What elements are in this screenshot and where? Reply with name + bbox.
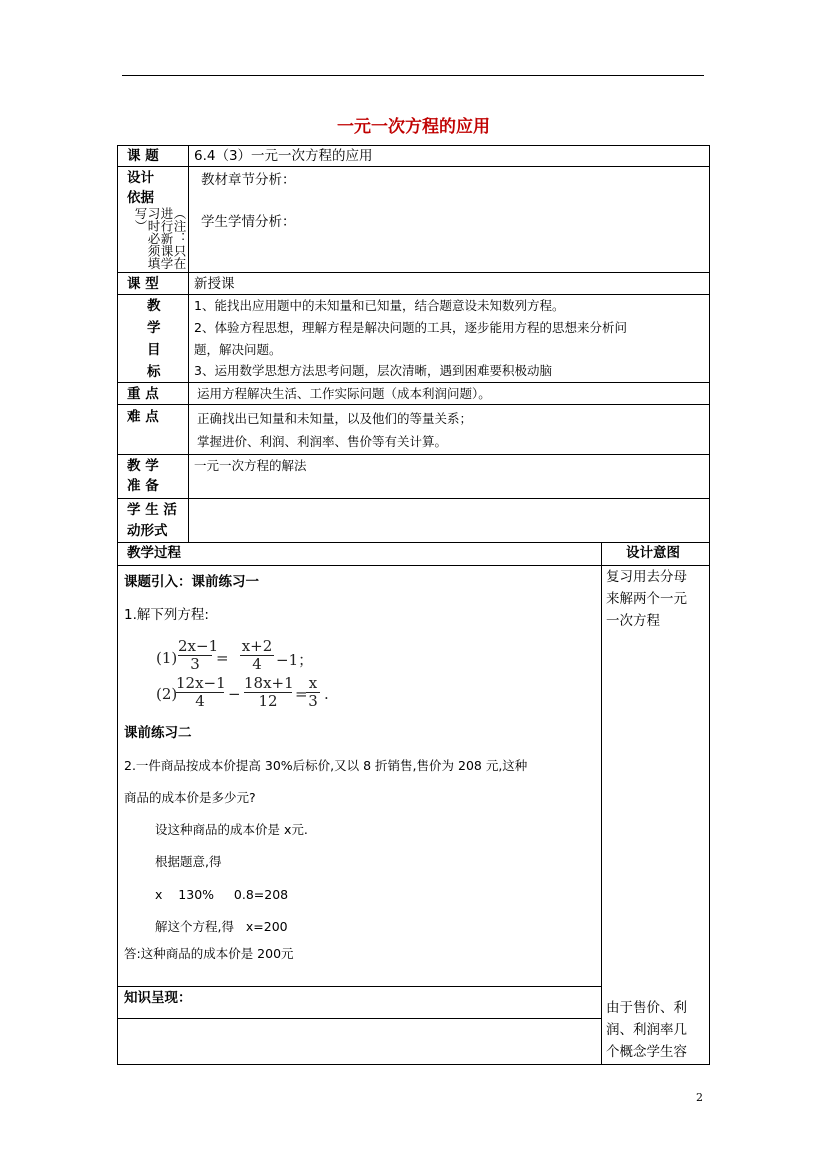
key-point-label: 重 点 <box>127 386 159 402</box>
intro-heading: 课题引入：课前练习一 <box>124 574 259 590</box>
preparation-label-line2: 准 备 <box>127 478 159 494</box>
basis-note: （注：只在进行新课学习时必须填写） <box>133 207 187 270</box>
objectives-label-char-3: 目 <box>147 342 161 358</box>
knowledge-heading: 知识呈现： <box>124 990 192 1006</box>
intent-header: 设计意图 <box>626 545 680 561</box>
solution-line-1: 设这种商品的成本价是 x元. <box>155 822 308 837</box>
topic-label: 课 题 <box>127 148 159 164</box>
activity-label-line1: 学 生 活 <box>127 502 177 518</box>
objectives-label-char-4: 标 <box>147 364 161 380</box>
equation-2-fraction-b: 18x+1 12 <box>244 674 294 710</box>
intent-note-1-line-1: 复习用去分母 <box>606 569 687 585</box>
equation-1-tail: −1； <box>276 651 314 669</box>
difficulty-line-2: 掌握进价、利润、利润率、售价等有关计算。 <box>197 434 448 449</box>
equation-2-equals: = <box>295 685 308 703</box>
equation-2-fraction-a: 12x−1 4 <box>176 674 226 710</box>
key-point-value: 运用方程解决生活、工作实际问题（成本利润问题）。 <box>197 386 491 401</box>
header-rule <box>122 75 704 76</box>
question-1: 1.解下列方程: <box>124 607 209 623</box>
intent-note-1-line-3: 一次方程 <box>606 613 660 629</box>
solution-line-3: x 130% 0.8=208 <box>155 887 289 902</box>
equation-2-minus: − <box>228 685 241 703</box>
analysis-textbook: 教材章节分析： <box>201 172 296 188</box>
equation-2-label: (2) <box>156 685 178 703</box>
equation-1-label: (1) <box>156 649 178 667</box>
page-number: 2 <box>696 1091 703 1104</box>
objectives-label-char-2: 学 <box>147 320 161 336</box>
equation-1-fraction-b: x+2 4 <box>241 637 273 673</box>
question-2-line-1: 2.一件商品按成本价提高 30%后标价,又以 8 折销售,售价为 208 元,这种 <box>124 758 528 773</box>
analysis-students: 学生学情分析： <box>201 214 296 230</box>
solution-line-2: 根据题意,得 <box>155 854 222 869</box>
document-title: 一元一次方程的应用 <box>337 117 490 137</box>
equation-1-equals: = <box>216 649 229 667</box>
equation-2-tail: . <box>324 685 329 703</box>
basis-label-line2: 依据 <box>127 190 154 206</box>
difficulty-line-1: 正确找出已知量和未知量，以及他们的等量关系； <box>197 411 473 426</box>
basis-label-line1: 设计 <box>127 170 154 186</box>
intent-note-1-line-2: 来解两个一元 <box>606 591 687 607</box>
solution-line-4: 解这个方程,得 x=200 <box>155 919 288 934</box>
intent-note-2-line-3: 个概念学生容 <box>606 1044 687 1060</box>
preparation-label-line1: 教 学 <box>127 458 159 474</box>
objectives-label-char-1: 教 <box>147 298 161 314</box>
objective-item-1: 1、能找出应用题中的未知量和已知量，结合题意设未知数列方程。 <box>194 298 565 313</box>
practice-2-heading: 课前练习二 <box>124 725 192 741</box>
intent-note-2-line-1: 由于售价、利 <box>606 1000 687 1016</box>
topic-value: 6.4（3）一元一次方程的应用 <box>194 148 373 164</box>
objective-item-2: 2、体验方程思想，理解方程是解决问题的工具，逐步能用方程的思想来分析问 <box>194 320 627 335</box>
activity-label-line2: 动形式 <box>127 523 168 539</box>
answer-line: 答:这种商品的成本价是 200元 <box>124 946 294 961</box>
intent-note-2-line-2: 润、利润率几 <box>606 1022 687 1038</box>
lesson-type-label: 课 型 <box>127 276 159 292</box>
equation-2-fraction-c: x 3 <box>306 676 320 709</box>
equation-1-fraction-a: 2x−1 3 <box>178 637 219 673</box>
lesson-type-value: 新授课 <box>194 276 235 292</box>
difficulty-label: 难 点 <box>127 409 159 425</box>
process-header: 教学过程 <box>127 545 181 561</box>
objective-item-3: 3、运用数学思想方法思考问题，层次清晰，遇到困难要积极动脑 <box>194 363 552 378</box>
question-2-line-2: 商品的成本价是多少元? <box>124 790 256 805</box>
objective-item-2-cont: 题，解决问题。 <box>194 342 282 357</box>
preparation-value: 一元一次方程的解法 <box>194 458 307 473</box>
